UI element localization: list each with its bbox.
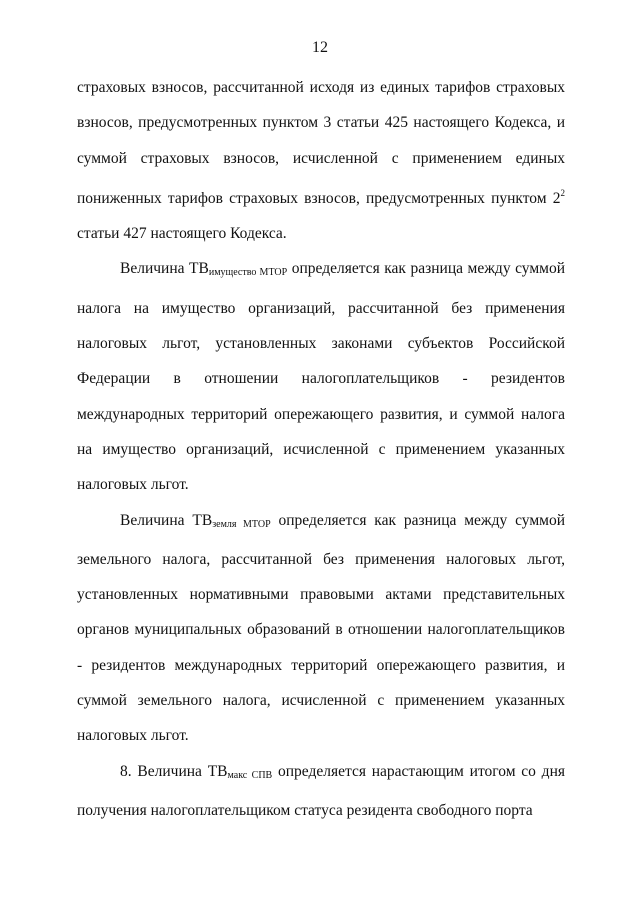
paragraph-tail: статьи 427 настоящего Кодекса. bbox=[77, 225, 287, 243]
subscript: имущество МТОР bbox=[208, 267, 288, 279]
paragraph-text: определяется нарастающим итогом со дня получения налогоплательщиком статуса резидента свободного порта bbox=[77, 762, 565, 819]
document-body bbox=[77, 70, 565, 828]
paragraph-insurance-contributions bbox=[77, 70, 565, 251]
paragraph-item-8 bbox=[77, 754, 565, 829]
paragraph-text: определяется как разница между суммой земельного налога, рассчитанной без применения налоговых льгот, установленных нормативными правовыми актами представительных органов муниципальных образований в отношении налогоплательщиков - резидентов международных территорий опережающего развития, и суммой земельного налога, исчисленной с применением указанных налоговых льгот. bbox=[77, 511, 566, 745]
paragraph-lead: 8. Величина ТВ bbox=[120, 762, 228, 780]
subscript: земля МТОР bbox=[212, 518, 271, 530]
paragraph-land-tax bbox=[77, 503, 565, 754]
page-number: 12 bbox=[312, 39, 328, 56]
paragraph-property-tax bbox=[77, 251, 565, 502]
paragraph-text: определяется как разница между суммой налога на имущество организаций, рассчитанной без применения налоговых льгот, установленных законами субъектов Российской Федерации в отношении налогоплательщиков - резидентов международных территорий опережающего развития, и суммой налога на имущество организаций, исчисленной с применением указанных налоговых льгот. bbox=[77, 260, 565, 494]
superscript: 2 bbox=[560, 187, 565, 198]
subscript: макс СПВ bbox=[227, 769, 273, 781]
paragraph-lead: Величина ТВ bbox=[120, 260, 209, 278]
paragraph-text: страховых взносов, рассчитанной исходя из единых тарифов страховых взносов, предусмотренных пунктом 3 статьи 425 настоящего Кодекса, и суммой страховых взносов, исчисленной с применением единых пониженных тарифов страховых взносов, предусмотренных пунктом 2 bbox=[77, 79, 565, 207]
paragraph-lead: Величина ТВ bbox=[120, 511, 213, 529]
